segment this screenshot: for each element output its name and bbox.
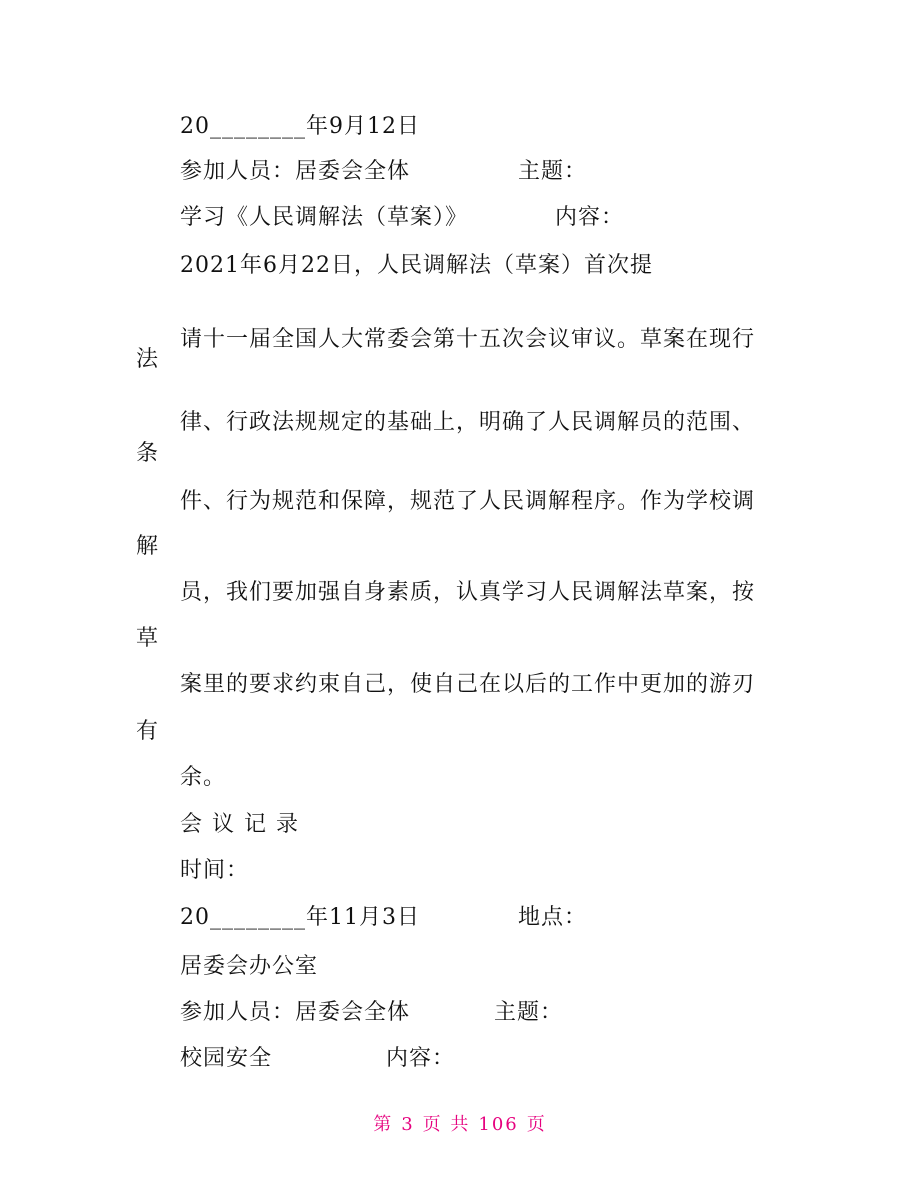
footer-middle: 页 共	[422, 1114, 471, 1135]
body-line: 请十一届全国人大常委会第十五次会议审议。草案在现行	[180, 327, 756, 352]
body-line-wrap: 条	[136, 441, 160, 466]
body-line: 2021年6月22日，人民调解法（草案）首次提	[180, 253, 653, 278]
record1-topic-label: 主题：	[518, 159, 588, 184]
body-line-wrap: 法	[136, 347, 160, 372]
record1-content-label: 内容：	[555, 205, 625, 230]
footer-total-pages: 106	[478, 1114, 519, 1135]
body-line: 员，我们要加强自身素质，认真学习人民调解法草案，按	[180, 580, 756, 605]
body-line: 律、行政法规规定的基础上，明确了人民调解员的范围、	[180, 410, 756, 435]
body-line-wrap: 有	[136, 719, 160, 744]
record2-place-label: 地点：	[518, 905, 588, 930]
footer-prefix: 第	[373, 1114, 394, 1135]
body-line: 余。	[180, 765, 227, 790]
body-line: 案里的要求约束自己，使自己在以后的工作中更加的游刃	[180, 672, 756, 697]
record1-participants: 参加人员：居委会全体	[180, 159, 411, 184]
footer-suffix: 页	[526, 1114, 547, 1135]
record2-topic: 校园安全	[180, 1046, 273, 1071]
record2-participants: 参加人员：居委会全体	[180, 1000, 411, 1025]
record2-place: 居委会办公室	[180, 954, 319, 979]
footer-current-page: 3	[401, 1114, 415, 1135]
record2-heading: 会议记录	[180, 812, 309, 837]
record2-topic-label: 主题：	[494, 1000, 564, 1025]
body-line-wrap: 解	[136, 534, 160, 559]
body-line-wrap: 草	[136, 626, 160, 651]
page-footer	[0, 1113, 920, 1137]
record2-content-label: 内容：	[386, 1046, 456, 1071]
record2-date: 20________年11月3日	[180, 905, 420, 930]
record2-time-label: 时间：	[180, 858, 250, 883]
body-line: 件、行为规范和保障，规范了人民调解程序。作为学校调	[180, 489, 756, 514]
record1-topic: 学习《人民调解法（草案）》	[180, 205, 469, 230]
record1-date: 20________年9月12日	[180, 114, 420, 139]
